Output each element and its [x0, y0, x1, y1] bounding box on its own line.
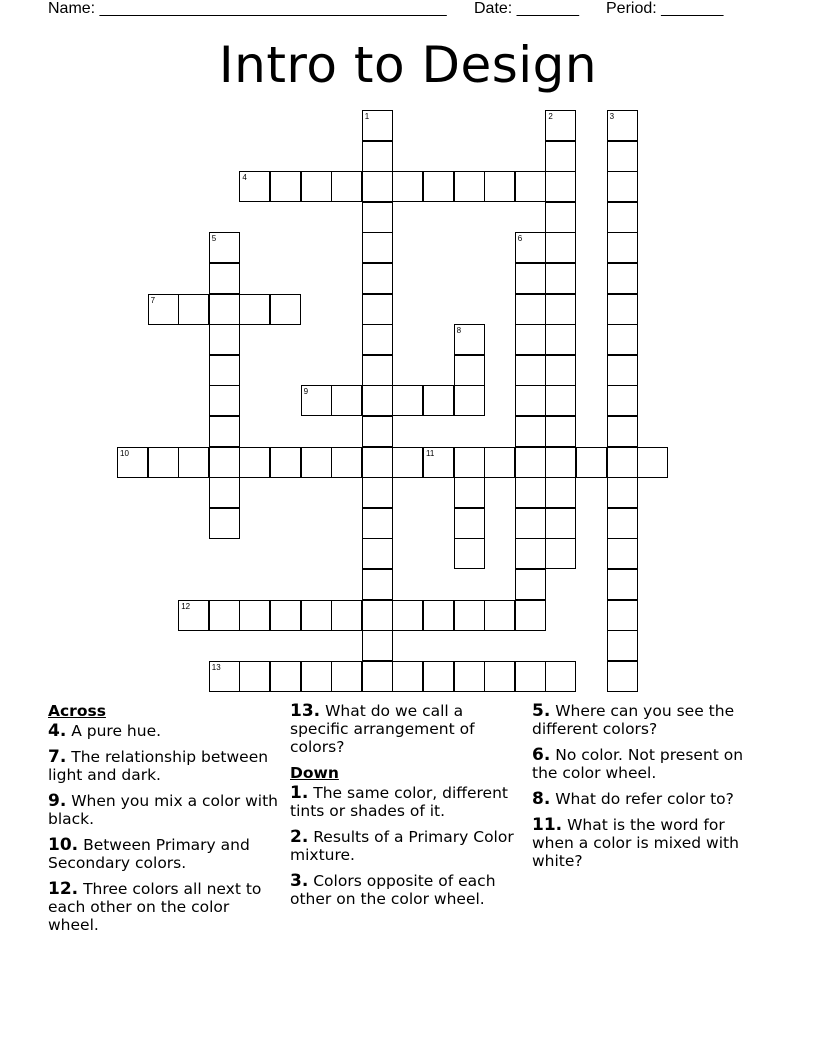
grid-cell[interactable]: [607, 508, 638, 539]
grid-cell[interactable]: [331, 171, 362, 202]
grid-cell[interactable]: [545, 171, 576, 202]
grid-cell[interactable]: [362, 324, 393, 355]
grid-cell[interactable]: [607, 294, 638, 325]
grid-cell[interactable]: [331, 447, 362, 478]
grid-cell[interactable]: [392, 385, 423, 416]
grid-cell[interactable]: [209, 294, 240, 325]
clue-number-label: 9: [303, 387, 309, 397]
grid-cell[interactable]: [362, 416, 393, 447]
clue-number: 4.: [48, 721, 67, 741]
grid-cell[interactable]: [515, 477, 546, 508]
clue-down-2: [290, 828, 526, 864]
clue-number-label: 12: [181, 601, 191, 611]
grid-cell[interactable]: [148, 447, 179, 478]
date-field[interactable]: Date: _______: [474, 0, 579, 17]
clue-number: 6.: [532, 745, 551, 765]
clue-text: The same color, different tints or shades of it.: [290, 784, 508, 820]
grid-cell[interactable]: [270, 661, 301, 692]
grid-cell[interactable]: [362, 538, 393, 569]
grid-cell[interactable]: [545, 355, 576, 386]
grid-cell[interactable]: [209, 324, 240, 355]
grid-cell[interactable]: [515, 294, 546, 325]
clue-down-11: [532, 816, 768, 870]
grid-cell[interactable]: [209, 508, 240, 539]
grid-cell[interactable]: [545, 202, 576, 233]
clue-text: The relationship between light and dark.: [48, 748, 269, 784]
grid-cell[interactable]: [515, 569, 546, 600]
clue-number-label: 3: [609, 112, 615, 121]
clue-across-9: [48, 792, 284, 828]
clue-number: 10.: [48, 835, 79, 855]
name-field[interactable]: Name: _______________________________________: [48, 0, 447, 17]
grid-cell[interactable]: [270, 171, 301, 202]
grid-cell[interactable]: [545, 447, 576, 478]
clue-number: 12.: [48, 879, 79, 899]
clue-number: 13.: [290, 701, 321, 721]
grid-cell[interactable]: [331, 661, 362, 692]
clue-text: Colors opposite of each other on the color wheel.: [290, 872, 496, 908]
grid-cell[interactable]: [515, 171, 546, 202]
clue-across-4: [48, 722, 284, 740]
grid-cell[interactable]: [607, 171, 638, 202]
grid-cell[interactable]: [301, 447, 332, 478]
clue-number-label: 5: [211, 234, 217, 244]
grid-cell[interactable]: [515, 324, 546, 355]
grid-cell[interactable]: [545, 661, 576, 692]
grid-cell[interactable]: [545, 416, 576, 447]
grid-cell[interactable]: [239, 661, 270, 692]
grid-cell[interactable]: [209, 385, 240, 416]
grid-cell[interactable]: [270, 447, 301, 478]
grid-cell[interactable]: [545, 385, 576, 416]
grid-cell[interactable]: [362, 600, 393, 631]
clue-text: What do we call a specific arrangement of colors?: [290, 702, 475, 756]
grid-cell[interactable]: [576, 447, 607, 478]
clue-number: 1.: [290, 783, 309, 803]
grid-cell[interactable]: [515, 355, 546, 386]
clue-across-13: [290, 702, 526, 756]
clue-down-5: [532, 702, 768, 738]
grid-cell[interactable]: [362, 569, 393, 600]
grid-cell[interactable]: [362, 447, 393, 478]
clue-number: 7.: [48, 747, 67, 767]
clue-number: 8.: [532, 789, 551, 809]
grid-cell[interactable]: [209, 263, 240, 294]
grid-cell[interactable]: [484, 661, 515, 692]
grid-cell[interactable]: [515, 447, 546, 478]
grid-cell[interactable]: [423, 385, 454, 416]
grid-cell[interactable]: [607, 630, 638, 661]
clue-down-6: [532, 746, 768, 782]
grid-cell[interactable]: [392, 661, 423, 692]
grid-cell[interactable]: [362, 385, 393, 416]
clue-number-label: 13: [211, 662, 221, 672]
grid-cell[interactable]: [607, 416, 638, 447]
grid-cell[interactable]: [270, 600, 301, 631]
grid-cell[interactable]: [362, 202, 393, 233]
grid-cell[interactable]: [515, 661, 546, 692]
clue-column-2: [290, 702, 526, 916]
clue-down-8: [532, 790, 768, 808]
grid-cell[interactable]: [545, 263, 576, 294]
clue-text: Between Primary and Secondary colors.: [48, 836, 250, 872]
grid-cell[interactable]: [607, 569, 638, 600]
grid-cell[interactable]: [607, 202, 638, 233]
grid-cell[interactable]: [607, 477, 638, 508]
grid-cell[interactable]: [545, 538, 576, 569]
clue-number-label: 10: [120, 448, 129, 458]
grid-cell[interactable]: [239, 294, 270, 325]
down-heading: Down: [290, 764, 339, 782]
grid-cell[interactable]: [392, 171, 423, 202]
grid-cell[interactable]: [209, 447, 240, 478]
grid-cell[interactable]: [607, 385, 638, 416]
grid-cell[interactable]: [362, 294, 393, 325]
grid-cell[interactable]: [392, 447, 423, 478]
grid-cell[interactable]: [607, 263, 638, 294]
grid-cell[interactable]: [607, 661, 638, 692]
clue-column-1: [48, 702, 284, 942]
grid-cell[interactable]: [331, 385, 362, 416]
grid-cell[interactable]: [423, 661, 454, 692]
grid-cell[interactable]: [239, 447, 270, 478]
page-title: Intro to Design: [218, 36, 598, 94]
grid-cell[interactable]: [545, 232, 576, 263]
clue-number: 11.: [532, 815, 563, 835]
grid-cell[interactable]: [545, 294, 576, 325]
grid-cell[interactable]: [454, 661, 485, 692]
grid-cell[interactable]: [301, 600, 332, 631]
clue-text: What do refer color to?: [555, 790, 734, 808]
grid-cell[interactable]: [515, 538, 546, 569]
grid-cell[interactable]: [209, 416, 240, 447]
grid-cell[interactable]: [209, 477, 240, 508]
grid-cell[interactable]: [423, 171, 454, 202]
grid-cell[interactable]: [607, 538, 638, 569]
clue-down-3: [290, 872, 526, 908]
clue-number: 3.: [290, 871, 309, 891]
clue-text: A pure hue.: [71, 722, 162, 740]
grid-cell[interactable]: [362, 355, 393, 386]
grid-cell[interactable]: [545, 141, 576, 172]
clue-number: 2.: [290, 827, 309, 847]
clue-down-1: [290, 784, 526, 820]
grid-cell[interactable]: [607, 141, 638, 172]
grid-cell[interactable]: [607, 324, 638, 355]
clue-number-label: 4: [242, 173, 247, 183]
grid-cell[interactable]: [637, 447, 668, 478]
clue-text: No color. Not present on the color wheel.: [532, 746, 744, 782]
clue-text: When you mix a color with black.: [48, 792, 278, 828]
clue-number-label: 6: [517, 234, 523, 244]
across-heading: Across: [48, 702, 106, 720]
grid-cell[interactable]: [454, 538, 485, 569]
grid-cell[interactable]: [209, 355, 240, 386]
grid-cell[interactable]: [301, 661, 332, 692]
grid-cell[interactable]: [270, 294, 301, 325]
clue-number-label: 11: [426, 448, 435, 458]
clue-number: 5.: [532, 701, 551, 721]
clue-across-10: [48, 836, 284, 872]
clue-across-7: [48, 748, 284, 784]
grid-cell[interactable]: [362, 508, 393, 539]
clue-text: Three colors all next to each other on the color wheel.: [48, 880, 262, 934]
grid-cell[interactable]: [454, 447, 485, 478]
clue-column-3: [532, 702, 768, 878]
grid-cell[interactable]: [423, 600, 454, 631]
grid-cell[interactable]: [301, 171, 332, 202]
clue-across-12: [48, 880, 284, 934]
grid-cell[interactable]: [362, 661, 393, 692]
grid-cell[interactable]: [515, 263, 546, 294]
clue-text: What is the word for when a color is mixed with white?: [532, 816, 739, 870]
grid-cell[interactable]: [362, 141, 393, 172]
clue-number: 9.: [48, 791, 67, 811]
grid-cell[interactable]: [454, 385, 485, 416]
grid-cell[interactable]: [331, 600, 362, 631]
grid-cell[interactable]: [607, 355, 638, 386]
grid-cell[interactable]: [484, 171, 515, 202]
grid-cell[interactable]: [392, 600, 423, 631]
grid-cell[interactable]: [362, 477, 393, 508]
grid-cell[interactable]: [545, 477, 576, 508]
clue-number-label: 1: [364, 112, 370, 121]
grid-cell[interactable]: [362, 630, 393, 661]
grid-cell[interactable]: [545, 508, 576, 539]
grid-cell[interactable]: [607, 600, 638, 631]
grid-cell[interactable]: [362, 171, 393, 202]
grid-cell[interactable]: [454, 171, 485, 202]
clue-number-label: 7: [150, 295, 156, 305]
grid-cell[interactable]: [178, 447, 209, 478]
grid-cell[interactable]: [515, 600, 546, 631]
grid-cell[interactable]: [454, 600, 485, 631]
clue-text: Where can you see the different colors?: [532, 702, 735, 738]
grid-cell[interactable]: [545, 324, 576, 355]
grid-cell[interactable]: [515, 385, 546, 416]
grid-cell[interactable]: [362, 263, 393, 294]
grid-cell[interactable]: [178, 294, 209, 325]
grid-cell[interactable]: [454, 477, 485, 508]
grid-cell[interactable]: [362, 232, 393, 263]
grid-cell[interactable]: [484, 447, 515, 478]
grid-cell[interactable]: [239, 600, 270, 631]
grid-cell[interactable]: [607, 232, 638, 263]
grid-cell[interactable]: [209, 600, 240, 631]
clue-number-label: 8: [456, 326, 462, 336]
grid-cell[interactable]: [484, 600, 515, 631]
grid-cell[interactable]: [515, 416, 546, 447]
grid-cell[interactable]: [454, 508, 485, 539]
clue-number-label: 2: [548, 112, 553, 121]
clue-text: Results of a Primary Color mixture.: [290, 828, 514, 864]
grid-cell[interactable]: [607, 447, 638, 478]
grid-cell[interactable]: [454, 355, 485, 386]
period-field[interactable]: Period: _______: [606, 0, 724, 17]
grid-cell[interactable]: [515, 508, 546, 539]
